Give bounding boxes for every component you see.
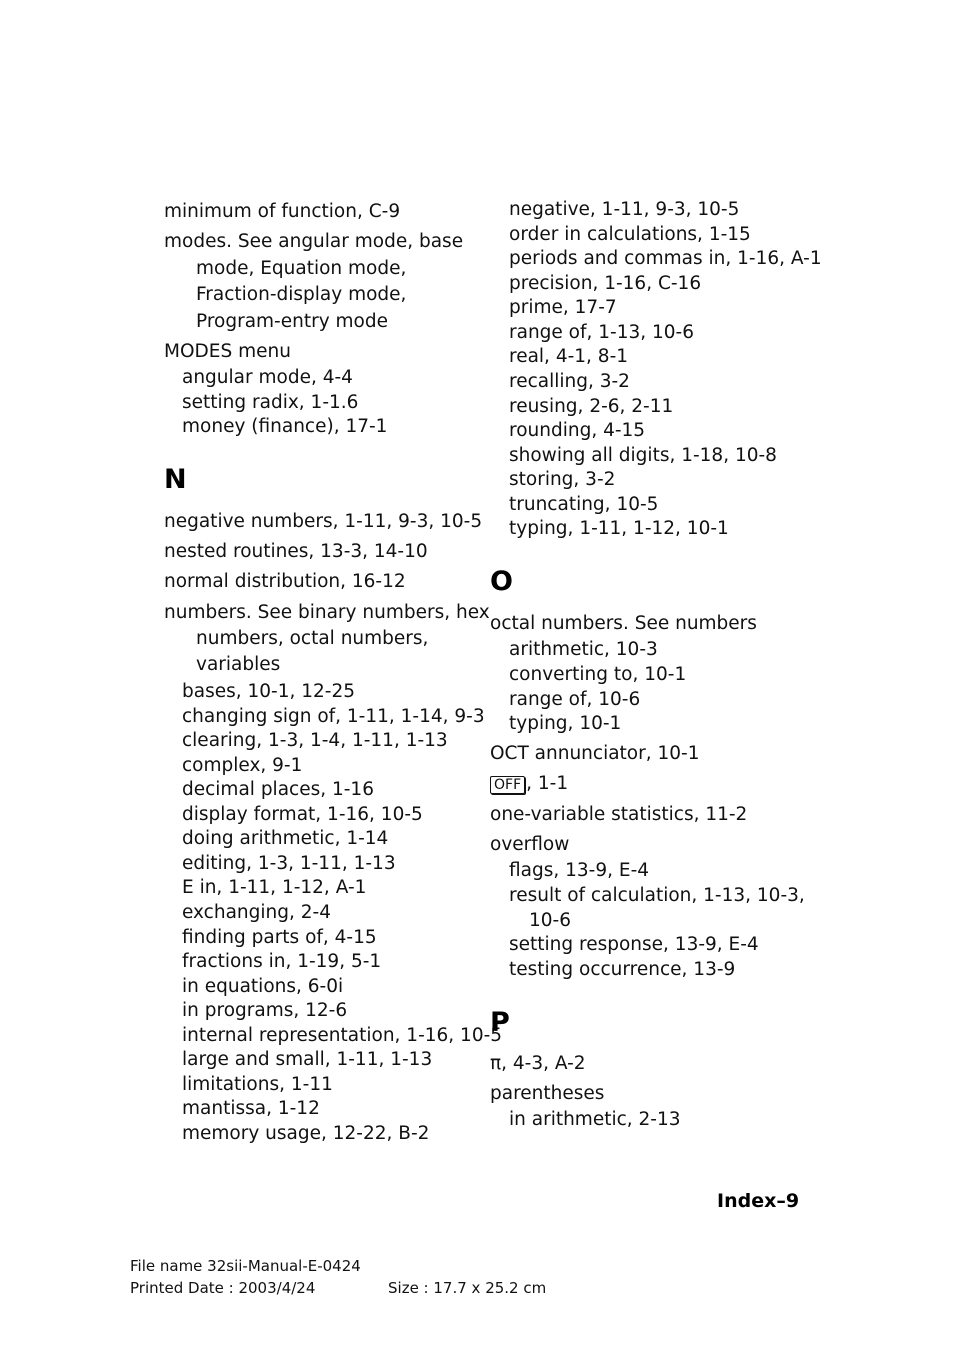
index-entry: overflow <box>490 834 570 855</box>
index-subentry: fractions in, 1-19, 5-1 <box>182 951 382 972</box>
page-number: Index–9 <box>717 1190 800 1212</box>
index-subentry: setting response, 13-9, E-4 <box>509 934 759 955</box>
index-subentry: real, 4-1, 8-1 <box>509 346 629 367</box>
index-subentry: negative, 1-11, 9-3, 10-5 <box>509 199 740 220</box>
section-heading-p: P <box>490 1007 510 1038</box>
index-subentry: range of, 10-6 <box>509 689 641 710</box>
index-subentry: angular mode, 4-4 <box>182 367 353 388</box>
index-subentry: prime, 17-7 <box>509 297 617 318</box>
index-subentry: converting to, 10-1 <box>509 664 687 685</box>
index-subentry: flags, 13-9, E-4 <box>509 860 650 881</box>
index-subentry: finding parts of, 4-15 <box>182 927 377 948</box>
index-entry: nested routines, 13-3, 14-10 <box>164 541 428 562</box>
index-subentry: clearing, 1-3, 1-4, 1-11, 1-13 <box>182 730 448 751</box>
index-subentry: precision, 1-16, C-16 <box>509 273 702 294</box>
footer-file-name: File name 32sii-Manual-E-0424 <box>130 1257 361 1275</box>
index-entry-continuation: 10-6 <box>529 910 571 931</box>
index-subentry: in equations, 6-0i <box>182 976 344 997</box>
index-subentry: editing, 1-3, 1-11, 1-13 <box>182 853 396 874</box>
index-entry <box>490 772 568 796</box>
index-subentry: recalling, 3-2 <box>509 371 630 392</box>
index-subentry: in arithmetic, 2-13 <box>509 1109 681 1130</box>
index-subentry: limitations, 1-11 <box>182 1074 333 1095</box>
off-key-icon: OFF <box>490 776 525 794</box>
index-entry: negative numbers, 1-11, 9-3, 10-5 <box>164 511 483 532</box>
index-entry: OCT annunciator, 10-1 <box>490 743 700 764</box>
index-subentry: arithmetic, 10-3 <box>509 639 658 660</box>
index-entry-continuation: Program-entry mode <box>196 311 388 332</box>
index-subentry: changing sign of, 1-11, 1-14, 9-3 <box>182 706 485 727</box>
index-entry-continuation: Fraction-display mode, <box>196 284 407 305</box>
index-subentry: typing, 10-1 <box>509 713 622 734</box>
index-entry: octal numbers. See numbers <box>490 613 757 634</box>
index-subentry: exchanging, 2-4 <box>182 902 331 923</box>
index-subentry: bases, 10-1, 12-25 <box>182 681 356 702</box>
index-subentry: E in, 1-11, 1-12, A-1 <box>182 877 367 898</box>
index-subentry: range of, 1-13, 10-6 <box>509 322 694 343</box>
index-subentry: testing occurrence, 13-9 <box>509 959 736 980</box>
section-heading-n: N <box>164 464 187 495</box>
index-subentry: truncating, 10-5 <box>509 494 659 515</box>
index-subentry: doing arithmetic, 1-14 <box>182 828 389 849</box>
index-subentry: complex, 9-1 <box>182 755 303 776</box>
index-entry: π, 4-3, A-2 <box>490 1053 586 1074</box>
index-subentry: decimal places, 1-16 <box>182 779 374 800</box>
index-subentry: typing, 1-11, 1-12, 10-1 <box>509 518 729 539</box>
index-entry: minimum of function, C-9 <box>164 201 401 222</box>
index-entry: MODES menu <box>164 341 291 362</box>
index-subentry: setting radix, 1-1.6 <box>182 392 359 413</box>
index-subentry: money (finance), 17-1 <box>182 416 388 437</box>
index-subentry: periods and commas in, 1-16, A-1 <box>509 248 822 269</box>
index-subentry: memory usage, 12-22, B-2 <box>182 1123 430 1144</box>
index-subentry: mantissa, 1-12 <box>182 1098 320 1119</box>
index-entry-ref: , 1-1 <box>526 773 569 794</box>
index-subentry: rounding, 4-15 <box>509 420 646 441</box>
index-entry: numbers. See binary numbers, hex <box>164 602 490 623</box>
index-subentry: reusing, 2-6, 2-11 <box>509 396 674 417</box>
index-subentry: showing all digits, 1-18, 10-8 <box>509 445 777 466</box>
footer-size: Size : 17.7 x 25.2 cm <box>388 1279 547 1297</box>
index-subentry: display format, 1-16, 10-5 <box>182 804 423 825</box>
index-subentry: in programs, 12-6 <box>182 1000 348 1021</box>
section-heading-o: O <box>490 566 513 597</box>
index-entry: parentheses <box>490 1083 605 1104</box>
index-subentry: internal representation, 1-16, 10-5 <box>182 1025 503 1046</box>
index-subentry: storing, 3-2 <box>509 469 616 490</box>
index-subentry: order in calculations, 1-15 <box>509 224 751 245</box>
index-entry-continuation: variables <box>196 654 281 675</box>
index-subentry: large and small, 1-11, 1-13 <box>182 1049 433 1070</box>
index-entry: modes. See angular mode, base <box>164 231 464 252</box>
index-entry: normal distribution, 16-12 <box>164 571 406 592</box>
index-entry-continuation: numbers, octal numbers, <box>196 628 429 649</box>
index-entry: one-variable statistics, 11-2 <box>490 804 748 825</box>
index-subentry: result of calculation, 1-13, 10-3, <box>509 885 805 906</box>
index-entry-continuation: mode, Equation mode, <box>196 258 407 279</box>
footer-printed-date: Printed Date : 2003/4/24 <box>130 1279 316 1297</box>
